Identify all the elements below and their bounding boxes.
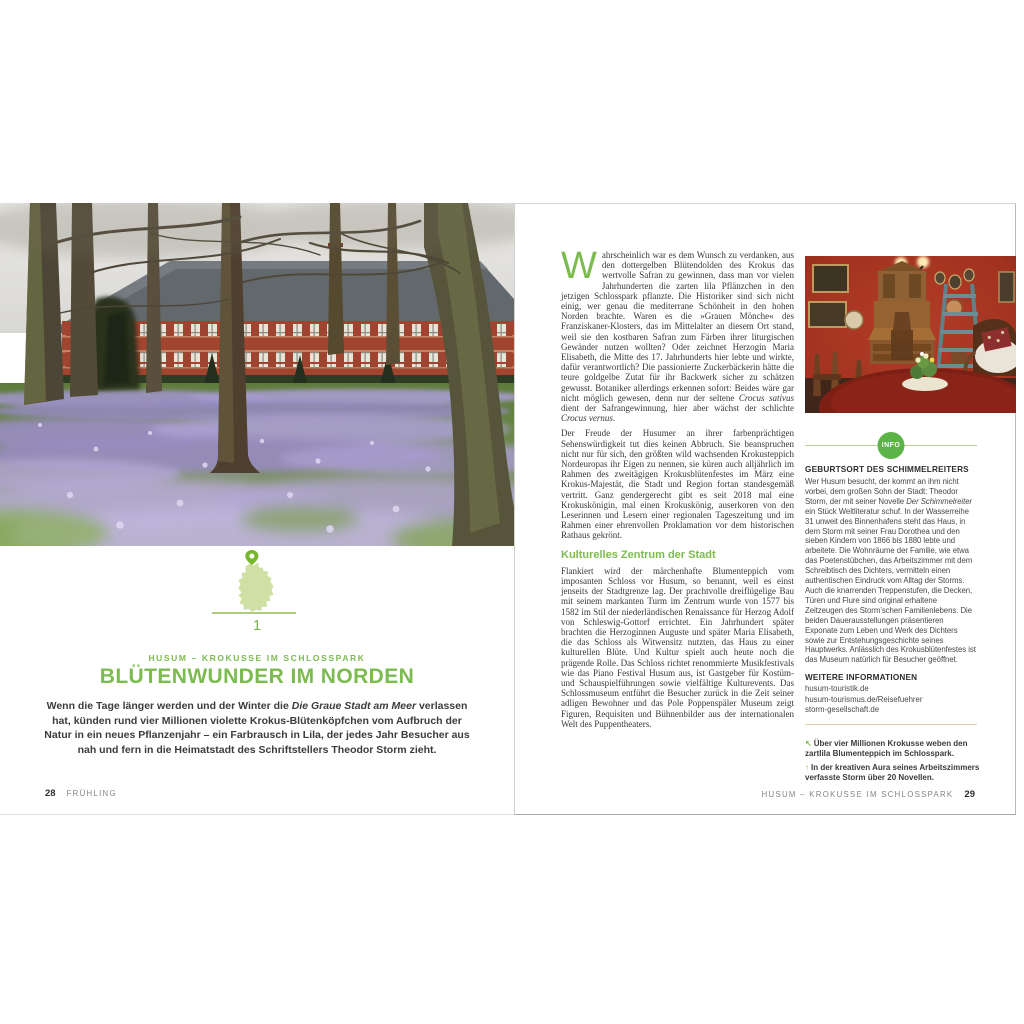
para1-text: ahrscheinlich war es dem Wunsch zu verdanken, aus den dottergelben Blütendolden des Krokus das wertvolle Safran zu gewinnen, dass man vor vielen Jahrhunderten die zarten lila Pflänzchen in den jetzigen Schlosspark pflanzte. Die Historiker sind sich nicht einig, wer genau die mediterrane Schönheit in den hohen Norden brachte. Waren es die »Grauen Mönche« des Franziskaner-Klosters, das im Mittelalter an diesem Ort stand, weil sie den kostbaren Safran zum Färben ihrer liturgischen Gewänder nutzen wollten? Oder zeichnet Herzogin Maria Elisabeth, die Mitte des 17. Jahrhunderts hier lebte und wirkte, dafür verantwortlich? Die passionierte Zuckerbäckerin hätte die teure goldgelbe Zutat für ihr Backwerk sicher zu schätzen gewusst. Botaniker allerdings erkennen sofort: Beides wäre gar nicht möglich gewesen, denn nur der seltene bbox=[561, 250, 794, 403]
arrow-up-icon: ↑ bbox=[805, 762, 809, 772]
info-badge: INFO bbox=[878, 432, 905, 459]
info-link-husum-tourismus: husum-tourismus.de/Reisefuehrer bbox=[805, 694, 923, 704]
article-kicker: HUSUM – KROKUSSE IM SCHLOSSPARK bbox=[148, 653, 366, 663]
map-divider-line bbox=[212, 612, 296, 614]
storm-room-photo bbox=[805, 256, 1016, 413]
article-title: BLÜTENWUNDER IM NORDEN bbox=[99, 665, 415, 688]
caption-text-1: Über vier Millionen Krokusse weben den zartlila Blumenteppich im Schlosspark. bbox=[805, 739, 968, 759]
page-gutter-line bbox=[514, 203, 515, 815]
info-sidebar bbox=[805, 432, 980, 786]
main-article-column bbox=[561, 245, 794, 734]
page-right bbox=[515, 203, 1016, 815]
caption-divider-line bbox=[805, 724, 977, 725]
interior-photo-illustration bbox=[805, 256, 1016, 413]
book-spread bbox=[0, 203, 1016, 815]
para1-italic-2: Crocus vernus bbox=[561, 413, 613, 424]
germany-silhouette bbox=[238, 562, 273, 612]
crocus-photo-illustration bbox=[0, 203, 514, 546]
caption-crocus-photo bbox=[805, 739, 983, 760]
intro-italic: Die Graue Stadt am Meer bbox=[291, 700, 417, 712]
page-left bbox=[0, 203, 514, 815]
sidebar-text: Wer Husum besucht, der kommt an ihm nicht vorbei, dem großen Sohn der Stadt: Theodor Storm, der mit seiner Novelle bbox=[805, 477, 959, 506]
intro-text-cont: verlassen hat, künden rund vier Millionen violette Krokus-Blütenköpfchen vom Aufbruch der Natur in ein neues Pflanzenjahr – ein Farbrausch in Lila, der jedes Jahr Besucher aus nah und fern in die Heimatstadt des Schriftstellers Theodor Storm zieht. bbox=[44, 700, 470, 756]
sidebar-text-cont: ein Stück Weltliteratur schuf. In der Wasserreihe 31 unweit des Binnenhafens steht das Haus, in dem Storm mit seiner Frau Dorothea und den sieben Kindern von 1866 bis 1880 lebte und arbeitete. Die Wohnräume der Familie, wie etwa das Poetenstübchen, das Arbeitszimmer mit dem Schreibtisch des Dichters, vermitteln einen authentischen Eindruck vom Alltag der Storms. Auch die knarrenden Treppenstufen, die Decken, Türen und Flure sind original erhaltene Zeitzeugen des Storm’schen Familienlebens. Die beiden Dauerausstellungen präsentieren Exponate zum Leben und Werk des Dichters sowie zur Entstehungsgeschichte seines Hauptwerks. Anlässlich des Krokusblütenfestes ist das Museum natürlich für Besucher geöffnet. bbox=[805, 506, 976, 665]
arrow-up-left-icon: ↖ bbox=[805, 739, 812, 749]
caption-room-photo bbox=[805, 763, 983, 784]
footer-right bbox=[762, 784, 975, 802]
photo-captions bbox=[805, 739, 983, 783]
para1-italic-1: Crocus sativus bbox=[738, 392, 794, 403]
crocus-park-photo bbox=[0, 203, 514, 546]
footer-left bbox=[45, 783, 117, 801]
para1-text-mid: dient der Safrangewinnung, hier aber wächst der schlichte bbox=[561, 403, 794, 414]
more-info-heading: WEITERE INFORMATIONEN bbox=[805, 673, 918, 683]
article-paragraph-1 bbox=[561, 245, 794, 424]
para1-text-end: . bbox=[612, 413, 616, 424]
info-link-husum-touristik: husum-touristik.de bbox=[805, 684, 869, 694]
location-map-block bbox=[0, 549, 514, 618]
page-number-left: 28 bbox=[45, 788, 56, 799]
info-link-storm-gesellschaft: storm-gesellschaft.de bbox=[805, 704, 880, 714]
page-number-right: 29 bbox=[964, 789, 975, 800]
article-paragraph-3: Flankiert wird der märchenhafte Blumenteppich vom imposanten Schloss vor Husum, so benannt, weil es einst jenseits der Stadtgrenze lag. Der prachtvolle dreiflügelige Bau mit seinem markanten Turm im Zentrum wurde von 1577 bis 1582 im Stil der niederländischen Renaissance für Herzog Adolf von Schleswig-Gottorf errichtet. Ein Jahrhundert später brachten die Herzoginnen Auguste und später Maria Elisabeth, die das Schloss als Witwensitz nutzten, das Haus zu einer kulturellen Blüte. Und Kultur spielt auch heute noch die prägende Rolle. Das Schloss richtet renommierte Musikfestivals wie das Piano Festival Husum aus, ist Gastgeber für Kostüm- und Schauspielführungen sowie vielfältige Kulturevents. Das Schlossmuseum entführt die Besucher zurück in die Zeit seiner adligen Bewohner und das Pole Poppenspäler Museum zeigt Figuren, Requisiten und Bühnenbilder aus der internationalen Welt des Puppentheaters. bbox=[561, 565, 794, 729]
info-badge-row bbox=[805, 432, 977, 458]
intro-paragraph bbox=[44, 699, 470, 757]
sidebar-italic: Der Schimmelreiter bbox=[906, 496, 973, 506]
germany-map-with-pin-icon bbox=[232, 549, 282, 613]
article-paragraph-2: Der Freude der Husumer an ihrer farbenprächtigen Sehenswürdigkeit tut dies keinen Abbruch. Sie beanspruchen nicht nur für sich, den größten wild wachsenden Krokusteppich Nordeuropas ihr Eigen zu nennen, sie küren auch alljährlich im Rahmen des zweitägigen Krokusblütenfestes im März eine Krokus-Majestät, die Stadt und Region fortan standesgemäß vertritt. Ganz gendergerecht gibt es seit 2018 mal eine Krokuskönigin, mal einen Krokuskönig, auserkoren von den Leserinnen und Lesern einer regionalen Tageszeitung und im Rahmen einer ehrenvollen Proklamation vor dem historischen Rathaus gekrönt. bbox=[561, 428, 794, 541]
drop-cap: W bbox=[561, 245, 597, 287]
caption-text-2: In der kreativen Aura seines Arbeitszimmers verfasste Storm über 20 Novellen. bbox=[805, 762, 980, 782]
section-label-left: FRÜHLING bbox=[66, 789, 117, 798]
article-subhead: Kulturelles Zentrum der Stadt bbox=[561, 548, 716, 561]
sidebar-body bbox=[805, 477, 977, 665]
info-links bbox=[805, 684, 977, 715]
sidebar-heading: GEBURTSORT DES SCHIMMELREITERS bbox=[805, 465, 969, 474]
intro-text: Wenn die Tage länger werden und der Winter die bbox=[46, 700, 292, 712]
section-label-right: HUSUM – KROKUSSE IM SCHLOSSPARK bbox=[761, 790, 954, 799]
destination-number: 1 bbox=[252, 617, 262, 634]
